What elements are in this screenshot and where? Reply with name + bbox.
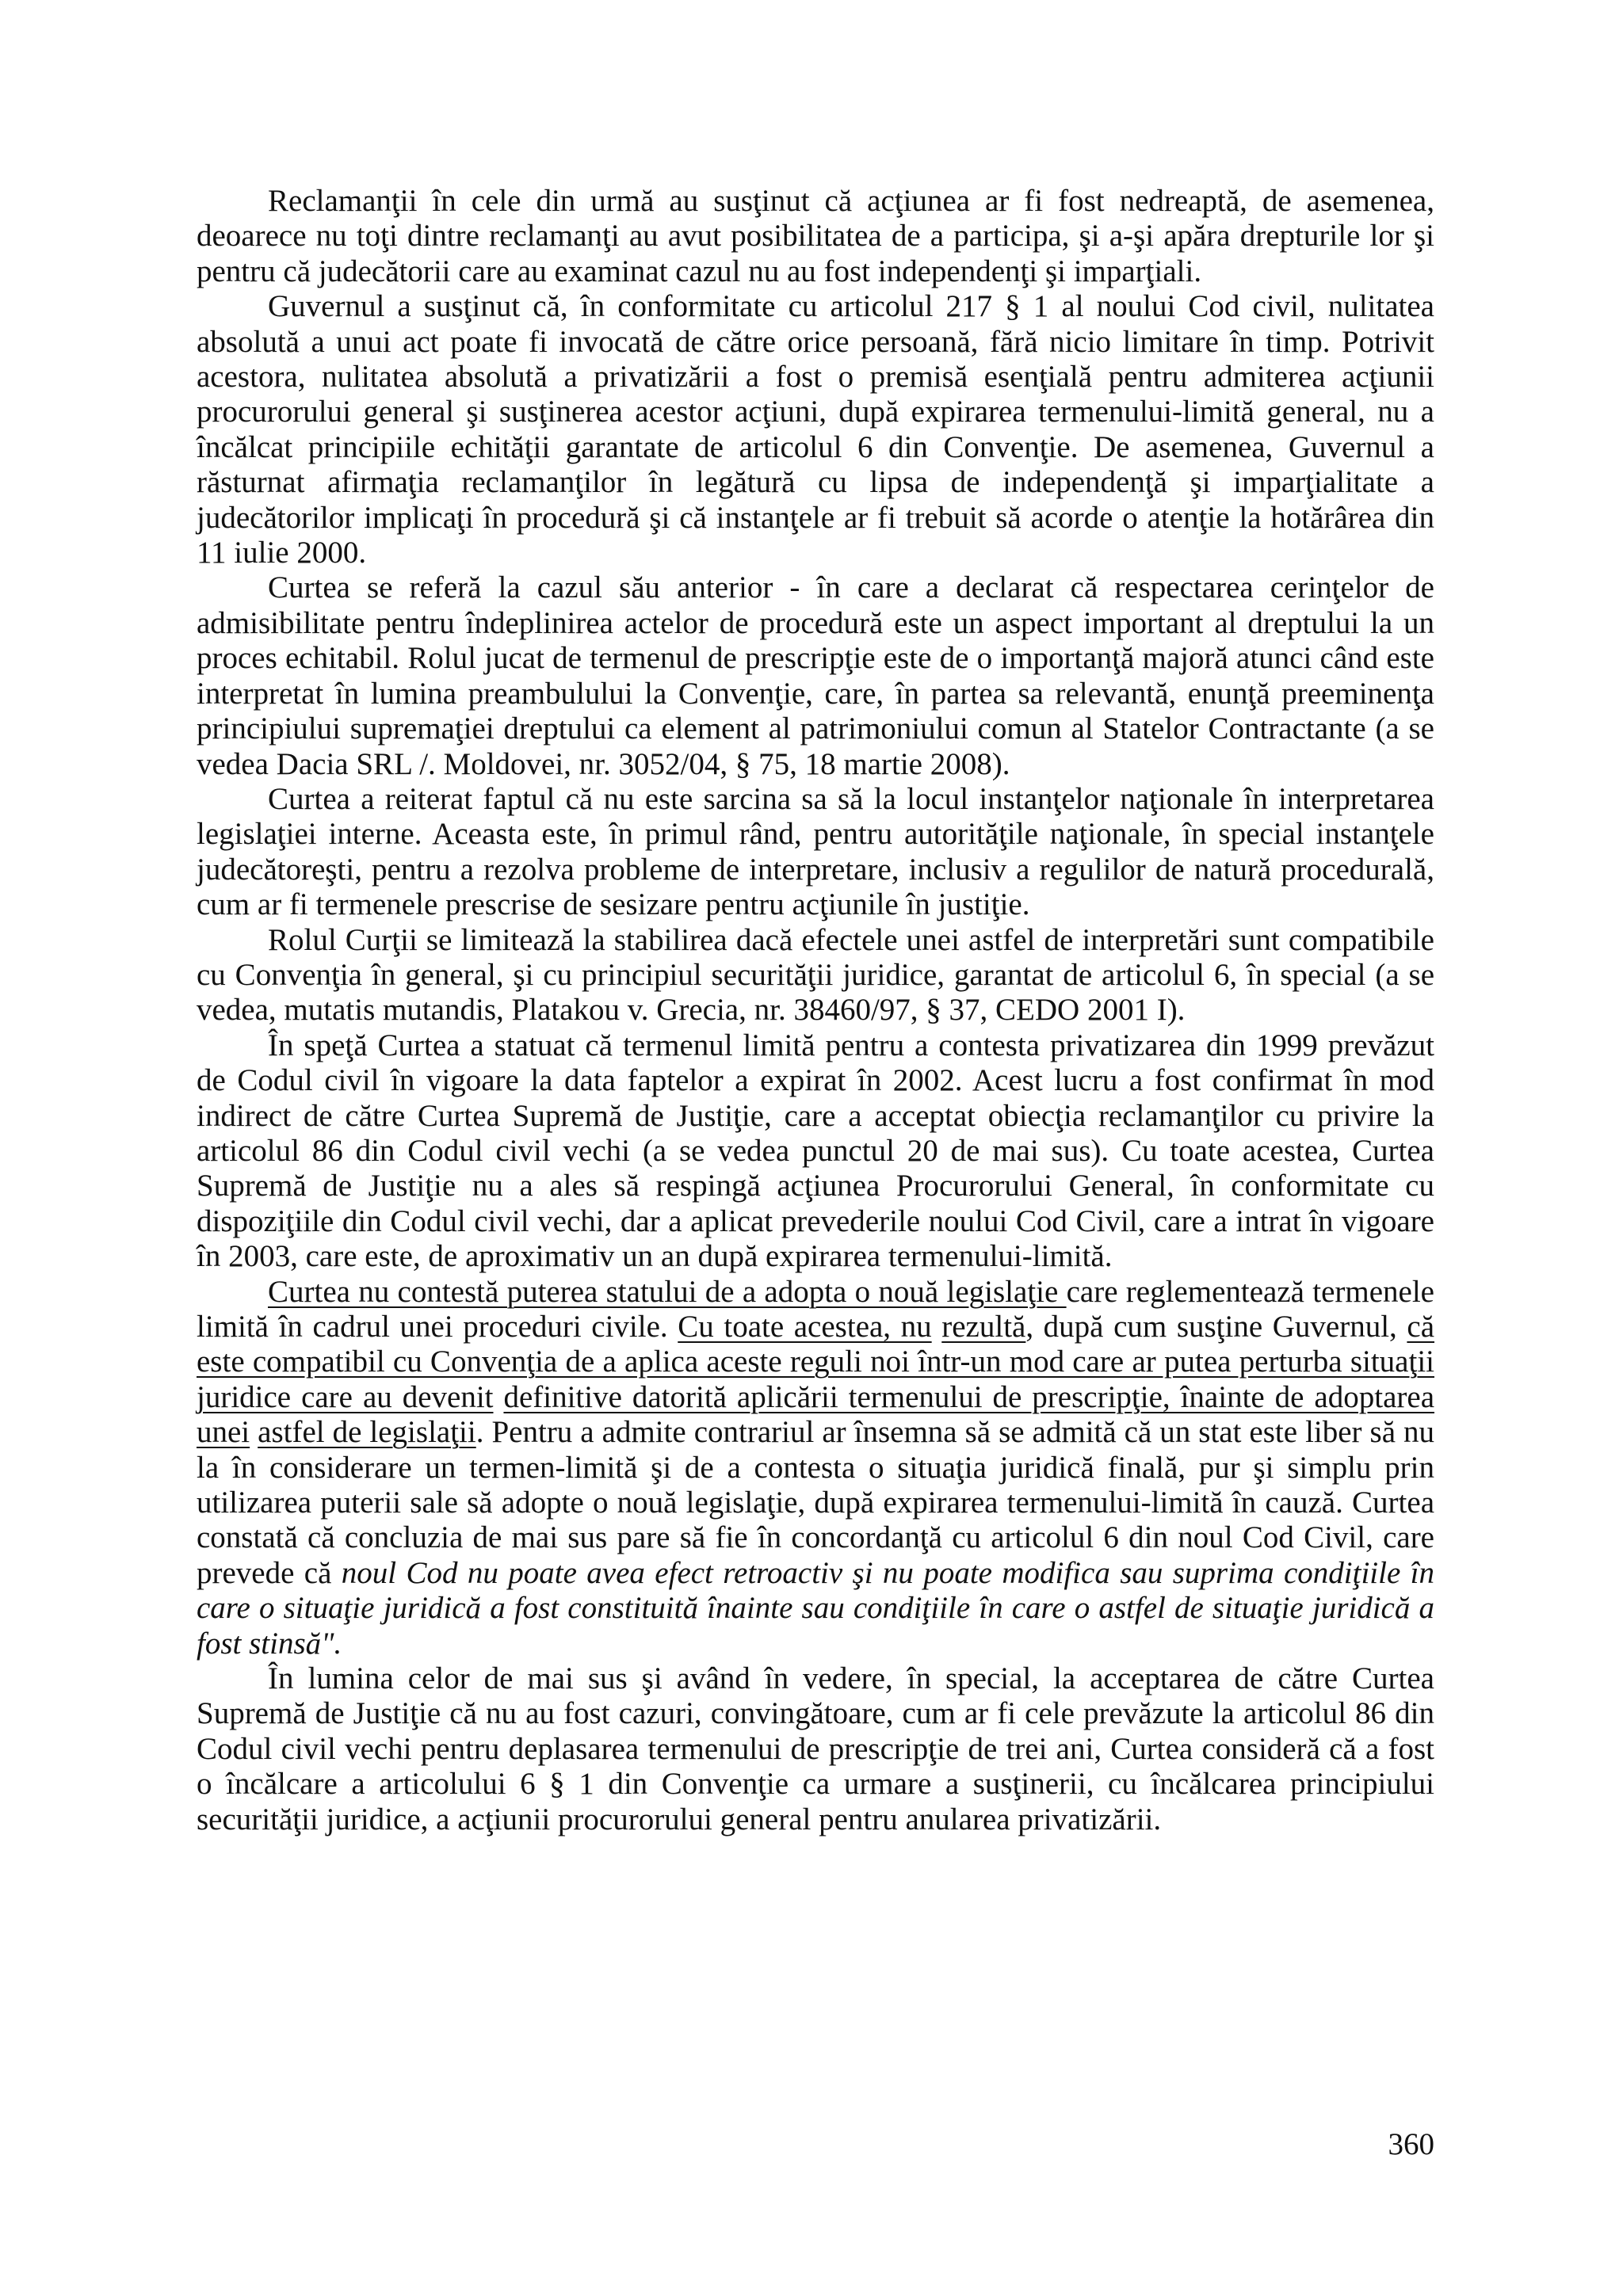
underlined-text: definitive datorită aplicării termenului de prescripţie, înainte de adoptarea unei	[197, 1379, 1434, 1450]
paragraph	[197, 289, 1434, 570]
underlined-text: rezultă	[941, 1310, 1026, 1344]
paragraph	[197, 782, 1434, 923]
paragraph-text: În speţă Curtea a statuat că termenul limită pentru a contesta privatizarea din 1999 prevăzut de Codul civil în vigoare la data faptelor a expirat în 2002. Acest lucru a fost confirmat în mod indirect de către Curtea Supremă de Justiţie, care a acceptat obiecţia reclamanţilor cu privire la articolul 86 din Codul civil vechi (a se vedea punctul 20 de mai sus). Cu toate acestea, Curtea Supremă de Justiţie nu a ales să respingă acţiunea Procurorului General, în conformitate cu dispoziţiile din Codul civil vechi, dar a aplicat prevederile noului Cod Civil, care a intrat în vigoare în 2003, care este, de aproximativ un an după expirarea termenului-limită.	[197, 1028, 1434, 1274]
paragraph-text: Curtea se referă la cazul său anterior - în care a declarat că respectarea cerinţelor de admisibilitate pentru îndeplinirea actelor de procedură este un aspect important al dreptului la un proces echitabil. Rolul jucat de termenul de prescripţie este de o importanţă majoră atunci când este interpretat în lumina preambulului la Convenţie, care, în partea sa relevantă, enunţă preeminenţa principiului supremaţiei dreptului ca element al patrimoniului comun al Statelor Contractante (a se vedea Dacia SRL /. Moldovei, nr. 3052/04, § 75, 18 martie 2008).	[197, 570, 1434, 781]
paragraph-text	[494, 1380, 504, 1414]
page-number: 360	[1388, 2127, 1434, 2161]
paragraph	[197, 184, 1434, 289]
paragraph-text: , după cum susţine Guvernul,	[1025, 1310, 1407, 1344]
paragraph-text: În lumina celor de mai sus şi având în vedere, în special, la acceptarea de către Curtea Supremă de Justiţie că nu au fost cazuri, convingătoare, cum ar fi cele prevăzute la articolul 86 din Codul civil vechi pentru deplasarea termenului de prescripţie de trei ani, Curtea consideră că a fost o încălcare a articolului 6 § 1 din Convenţie ca urmare a susţinerii, cu încălcarea principiului securităţii juridice, a acţiunii procurorului general pentru anularea privatizării.	[197, 1661, 1434, 1836]
paragraph-text: Guvernul a susţinut că, în conformitate cu articolul 217 § 1 al noului Cod civil, nulitatea absolută a unui act poate fi invocată de către orice persoană, fără nicio limitare în timp. Potrivit acestora, nulitatea absolută a privatizării a fost o premisă esenţială pentru admiterea acţiunii procurorului general şi susţinerea acestor acţiuni, după expirarea termenului-limită general, nu a încălcat principiile echităţii garantate de articolul 6 din Convenţie. De asemenea, Guvernul a răsturnat afirmaţia reclamanţilor în legătură cu lipsa de independenţă şi imparţialitate a judecătorilor implicaţi în procedură şi că instanţele ar fi trebuit să acorde o atenţie la hotărârea din 11 iulie 2000.	[197, 289, 1434, 570]
paragraph	[197, 1028, 1434, 1275]
underlined-text: Cu toate acestea, nu	[678, 1310, 932, 1344]
paragraph-text: Rolul Curţii se limitează la stabilirea dacă efectele unei astfel de interpretări sunt compatibile cu Convenţia în general, şi cu principiul securităţii juridice, garantat de articolul 6, în special (a se vedea, mutatis mutandis, Platakou v. Grecia, nr. 38460/97, § 37, CEDO 2001 I).	[197, 922, 1434, 1028]
paragraph	[197, 1275, 1434, 1661]
underlined-text: că este compatibil cu Convenţia de a aplica aceste reguli noi într-un mod care ar putea perturba situaţii juridice care au devenit	[197, 1310, 1435, 1414]
paragraph-text	[250, 1415, 258, 1449]
underlined-text: Curtea nu contestă puterea statului de a adopta o nouă legislaţie	[268, 1274, 1067, 1309]
paragraph	[197, 923, 1434, 1028]
paragraph-text: care reglementează termenele limită în cadrul unei proceduri civile.	[197, 1274, 1434, 1344]
paragraph	[197, 570, 1434, 781]
italic-quote: noul Cod nu poate avea efect retroactiv şi nu poate modifica sau suprima condiţiile în care o situaţie juridică a fost constituită înainte sau condiţiile în care o astfel de situaţie juridică a fost stinsă".	[197, 1555, 1434, 1661]
paragraph-text	[932, 1310, 942, 1344]
paragraph	[197, 1661, 1434, 1837]
paragraph-text: Curtea a reiterat faptul că nu este sarcina sa să la locul instanţelor naţionale în interpretarea legislaţiei interne. Aceasta este, în primul rând, pentru autorităţile naţionale, în special instanţele judecătoreşti, pentru a rezolva probleme de interpretare, inclusiv a regulilor de natură procedurală, cum ar fi termenele prescrise de sesizare pentru acţiunile în justiţie.	[197, 781, 1434, 922]
paragraph-text: . Pentru a admite contrariul ar însemna să se admită că un stat este liber să nu la în considerare un termen-limită şi de a contesta o situaţia juridică finală, pur şi simplu prin utilizarea puterii sale să adopte o nouă legislaţie, după expirarea termenului-limită în cauză. Curtea constată că concluzia de mai sus pare să fie în concordanţă cu articolul 6 din noul Cod Civil, care prevede că	[197, 1415, 1435, 1590]
paragraph-text: Reclamanţii în cele din urmă au susţinut că acţiunea ar fi fost nedreaptă, de asemenea, deoarece nu toţi dintre reclamanţi au avut posibilitatea de a participa, şi a-şi apăra drepturile lor şi pentru că judecătorii care au examinat cazul nu au fost independenţi şi imparţiali.	[197, 184, 1434, 288]
underlined-text: astfel de legislaţii	[258, 1415, 476, 1450]
document-body	[197, 184, 1434, 1837]
